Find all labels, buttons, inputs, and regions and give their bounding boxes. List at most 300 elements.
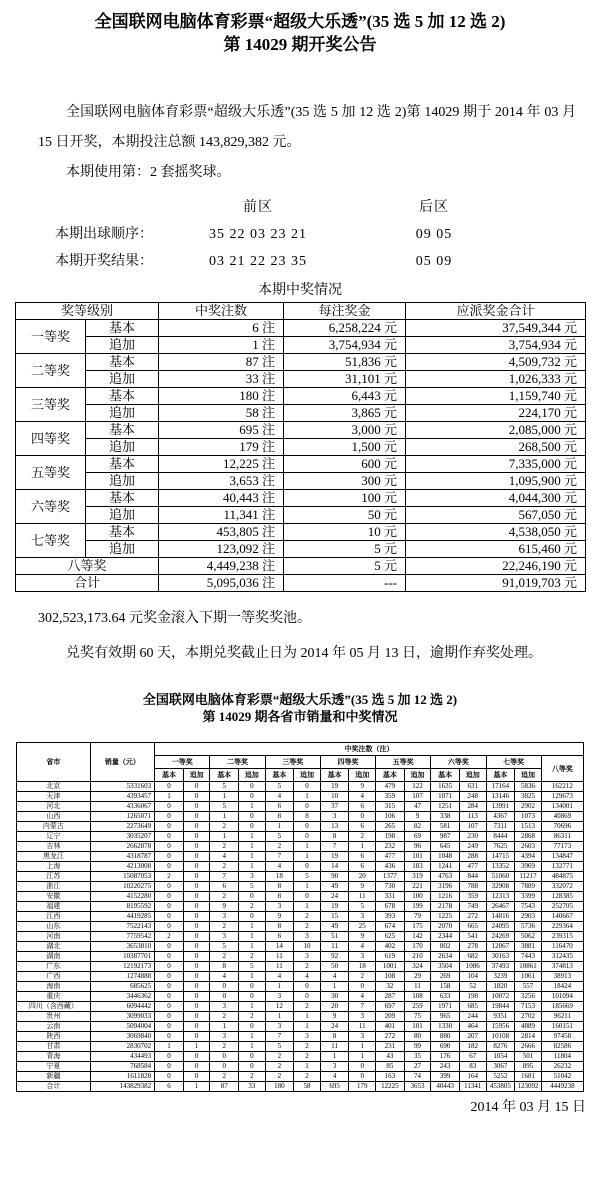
total-payout-cell: 615,460 元 [406, 541, 586, 558]
winning-count-cell: 4 [320, 972, 349, 982]
winning-count-cell: 0 [239, 822, 266, 832]
winning-count-cell: 14816 [486, 912, 515, 922]
province-name-cell: 内蒙古 [17, 822, 91, 832]
winning-count-cell: 179 [349, 1082, 376, 1092]
winning-count-cell: 0 [183, 862, 210, 872]
winning-count-cell: 116470 [541, 942, 583, 952]
winning-count-cell: 0 [183, 832, 210, 842]
winning-count-cell: 0 [210, 982, 239, 992]
winning-count-cell: 2 [349, 832, 376, 842]
winning-count-cell: 4 [349, 942, 376, 952]
prize-table-row [16, 371, 586, 388]
winning-count-cell: 5252 [486, 1072, 515, 1082]
winning-count-cell: 0 [294, 892, 321, 902]
winning-count-cell: 13 [320, 822, 349, 832]
province-table-row [17, 1082, 584, 1092]
winning-bets-cell: 12,225 注 [159, 456, 284, 473]
winning-count-cell: 9 [349, 782, 376, 792]
winning-count-cell: 0 [183, 982, 210, 992]
winning-count-cell: 82586 [541, 1042, 583, 1052]
winning-count-cell: 30163 [486, 952, 515, 962]
winning-count-cell: 324 [404, 962, 431, 972]
winning-count-cell: 107 [459, 822, 486, 832]
winning-count-cell: 2 [210, 1012, 239, 1022]
winning-count-cell: 3 [239, 872, 266, 882]
winning-count-cell: 965 [431, 1012, 460, 1022]
sales-amount-cell: 2662878 [90, 842, 154, 852]
winning-count-cell: 7889 [515, 882, 542, 892]
prize-subtype-cell: 基本 [86, 490, 159, 507]
winning-count-cell: 9 [320, 1012, 349, 1022]
winning-count-cell: 1 [294, 902, 321, 912]
winning-count-cell: 9 [210, 902, 239, 912]
winning-count-cell: 123092 [515, 1082, 542, 1092]
winning-count-cell: 3 [294, 1032, 321, 1042]
province-table-row [17, 882, 584, 892]
winning-count-cell: 0 [155, 782, 184, 792]
winning-count-cell: 0 [239, 782, 266, 792]
winning-count-cell: 19 [320, 902, 349, 912]
winning-count-cell: 9 [404, 812, 431, 822]
prize-tier-header: 三等奖 [265, 756, 320, 769]
ball-set-paragraph: 本期使用第：2 套摇奖球。 [66, 165, 231, 180]
winning-count-cell: 85 [376, 1062, 405, 1072]
winning-count-cell: 163 [376, 1072, 405, 1082]
sales-amount-cell: 3099033 [90, 1012, 154, 1022]
winning-bets-cell: 695 注 [159, 422, 284, 439]
winning-count-cell: 0 [155, 922, 184, 932]
winning-count-cell: 0 [155, 912, 184, 922]
winning-count-cell: 67 [459, 1052, 486, 1062]
winning-count-cell: 5736 [515, 922, 542, 932]
winning-count-cell: 18 [265, 872, 294, 882]
winning-count-cell: 5 [239, 962, 266, 972]
winning-count-cell: 374813 [541, 962, 583, 972]
winning-count-cell: 3067 [486, 1062, 515, 1072]
winning-count-cell: 175 [404, 922, 431, 932]
winning-count-cell: 5836 [515, 782, 542, 792]
prize-per-bet-cell: 50 元 [284, 507, 406, 524]
winning-count-cell: 2634 [431, 952, 460, 962]
winning-count-cell: 1073 [515, 812, 542, 822]
winning-count-cell: 1 [239, 932, 266, 942]
prize-per-bet-cell: 600 元 [284, 456, 406, 473]
province-table-row [17, 1022, 584, 1032]
winning-count-cell: 11 [265, 962, 294, 972]
winning-count-cell: 2 [349, 972, 376, 982]
province-table-title-line2: 第 14029 期各省市销量和中奖情况 [202, 709, 398, 724]
winning-count-cell: 7443 [515, 952, 542, 962]
province-name-cell: 陕西 [17, 1032, 91, 1042]
ball-order-row [0, 221, 600, 248]
zone-header-spacer [0, 194, 160, 221]
winning-count-cell: 37493 [486, 962, 515, 972]
winning-count-cell: 0 [183, 992, 210, 1002]
winning-count-cell: 86311 [541, 832, 583, 842]
winning-count-cell: 288 [459, 852, 486, 862]
winning-bets-cell: 11,341 注 [159, 507, 284, 524]
prize-level-cell: 六等奖 [16, 490, 86, 524]
winning-count-cell: 92 [320, 952, 349, 962]
winning-count-cell: 24095 [486, 922, 515, 932]
winning-count-cell: 1 [239, 842, 266, 852]
winning-count-cell: 13146 [486, 792, 515, 802]
winning-count-cell: 0 [349, 812, 376, 822]
winning-count-cell: 0 [239, 912, 266, 922]
winning-count-cell: 99 [404, 1042, 431, 1052]
winning-count-cell: 51060 [486, 872, 515, 882]
sales-amount-cell: 3035207 [90, 832, 154, 842]
winning-count-cell: 1001 [376, 962, 405, 972]
winning-count-cell: 182 [459, 1042, 486, 1052]
winning-count-cell: 11 [349, 1022, 376, 1032]
sales-amount-cell: 7522143 [90, 922, 154, 932]
winning-count-cell: 52 [459, 982, 486, 992]
prize-tier-header: 四等奖 [320, 756, 375, 769]
winning-count-cell: 12225 [376, 1082, 405, 1092]
winning-count-cell: 11804 [541, 1052, 583, 1062]
winning-count-cell: 8 [265, 882, 294, 892]
winning-count-cell: 230 [459, 832, 486, 842]
winning-count-cell: 1 [320, 982, 349, 992]
province-table-row [17, 862, 584, 872]
winning-count-cell: 128385 [541, 892, 583, 902]
winning-count-cell: 207 [459, 1032, 486, 1042]
winning-count-cell: 0 [183, 802, 210, 812]
winning-count-cell: 58 [294, 1082, 321, 1092]
winning-count-cell: 0 [155, 852, 184, 862]
winning-count-cell: 4 [265, 792, 294, 802]
winning-count-cell: 1 [155, 1042, 184, 1052]
winning-count-cell: 0 [183, 812, 210, 822]
winning-count-cell: 0 [183, 1022, 210, 1032]
winning-count-cell: 3 [210, 1002, 239, 1012]
prize-per-bet-cell: --- [284, 575, 406, 592]
province-name-cell: 江苏 [17, 872, 91, 882]
total-payout-cell: 1,095,900 元 [406, 473, 586, 490]
prize-per-bet-cell: 6,443 元 [284, 388, 406, 405]
prize-level-cell: 三等奖 [16, 388, 86, 422]
winning-count-cell: 2814 [515, 1032, 542, 1042]
winning-count-cell: 6 [349, 802, 376, 812]
winning-bets-cell: 123,092 注 [159, 541, 284, 558]
province-header-row-1 [17, 743, 584, 756]
winning-count-cell: 0 [155, 832, 184, 842]
winning-count-cell: 20 [320, 1002, 349, 1012]
winning-count-cell: 49 [320, 922, 349, 932]
winning-count-cell: 633 [431, 992, 460, 1002]
winning-count-cell: 10 [320, 792, 349, 802]
winning-count-cell: 134001 [541, 802, 583, 812]
winning-count-cell: 2 [210, 862, 239, 872]
winning-count-cell: 24 [320, 1022, 349, 1032]
winning-count-cell: 35 [404, 1052, 431, 1062]
winning-count-cell: 1 [210, 792, 239, 802]
winning-count-cell: 0 [183, 872, 210, 882]
winning-count-cell: 1635 [431, 782, 460, 792]
winning-count-cell: 0 [183, 882, 210, 892]
winning-bets-cell: 6 注 [159, 320, 284, 337]
winning-count-cell: 7 [210, 872, 239, 882]
winning-count-cell: 7311 [486, 822, 515, 832]
winning-count-cell: 11341 [459, 1082, 486, 1092]
province-sales-table [16, 742, 584, 1092]
winning-count-cell: 3 [349, 1012, 376, 1022]
basic-subheader: 基本 [210, 769, 239, 782]
winning-count-cell: 13352 [486, 862, 515, 872]
province-table-row [17, 802, 584, 812]
winning-count-cell: 243 [431, 1062, 460, 1072]
winning-count-cell: 134847 [541, 852, 583, 862]
draw-result-back-numbers: 05 09 [415, 254, 453, 269]
winning-count-cell: 2 [265, 1052, 294, 1062]
winning-count-cell: 108 [376, 972, 405, 982]
winning-count-cell: 685 [459, 1002, 486, 1012]
winning-count-cell: 0 [155, 812, 184, 822]
prize-subtype-cell: 基本 [86, 388, 159, 405]
sales-amount-cell: 4152280 [90, 892, 154, 902]
winning-count-cell: 331 [376, 892, 405, 902]
winning-count-cell: 272 [459, 912, 486, 922]
winning-count-cell: 393 [376, 912, 405, 922]
province-name-cell: 河南 [17, 932, 91, 942]
winning-count-cell: 3969 [515, 862, 542, 872]
winning-count-cell: 3 [349, 1032, 376, 1042]
winning-count-cell: 13991 [486, 802, 515, 812]
province-table-row [17, 832, 584, 842]
winning-count-cell: 1 [294, 882, 321, 892]
winning-count-cell: 697 [376, 1002, 405, 1012]
winning-count-cell: 631 [459, 782, 486, 792]
winning-count-cell: 252705 [541, 902, 583, 912]
sales-amount-cell: 5331603 [90, 782, 154, 792]
winning-bets-cell: 1 注 [159, 337, 284, 354]
winning-count-cell: 0 [183, 912, 210, 922]
sales-amount-cell: 4419285 [90, 912, 154, 922]
winning-count-cell: 70696 [541, 822, 583, 832]
winning-count-cell: 14 [265, 942, 294, 952]
province-name-cell: 四川（含西藏） [17, 1002, 91, 1012]
ball-order-front-numbers: 35 22 03 23 21 [209, 227, 307, 242]
winning-count-cell: 51 [320, 932, 349, 942]
winning-count-cell: 7 [265, 852, 294, 862]
winning-count-cell: 1086 [459, 962, 486, 972]
winning-count-cell: 231 [376, 1042, 405, 1052]
winning-count-cell: 0 [294, 982, 321, 992]
winning-count-cell: 1 [239, 972, 266, 982]
winning-count-cell: 180 [265, 1082, 294, 1092]
winning-count-cell: 1216 [431, 892, 460, 902]
winning-count-cell: 0 [239, 1052, 266, 1062]
winning-count-cell: 0 [155, 1022, 184, 1032]
winning-count-cell: 0 [239, 792, 266, 802]
winning-count-cell: 82 [404, 822, 431, 832]
winning-count-cell: 1 [183, 1042, 210, 1052]
winning-count-cell: 0 [183, 1032, 210, 1042]
prize-per-bet-cell: 6,258,224 元 [284, 320, 406, 337]
winning-count-cell: 19844 [486, 1002, 515, 1012]
winning-count-cell: 265 [376, 822, 405, 832]
prize-subtype-cell: 基本 [86, 422, 159, 439]
prize-level-cell: 一等奖 [16, 320, 86, 354]
basic-subheader: 基本 [376, 769, 405, 782]
winning-count-cell: 0 [183, 892, 210, 902]
winning-count-cell: 0 [155, 822, 184, 832]
winning-count-cell: 69 [404, 832, 431, 842]
winning-bets-cell: 180 注 [159, 388, 284, 405]
winning-count-cell: 96211 [541, 1012, 583, 1022]
winning-count-cell: 1071 [431, 792, 460, 802]
winning-count-cell: 0 [155, 1032, 184, 1042]
province-name-cell: 甘肃 [17, 1042, 91, 1052]
prize-tier-header: 七等奖 [486, 756, 541, 769]
winning-count-cell: 97458 [541, 1032, 583, 1042]
prize-per-bet-cell: 3,754,934 元 [284, 337, 406, 354]
winning-count-cell: 3825 [515, 792, 542, 802]
winning-count-cell: 0 [155, 1002, 184, 1012]
winning-count-cell: 1225 [431, 912, 460, 922]
province-name-cell: 云南 [17, 1022, 91, 1032]
winning-count-cell: 1054 [486, 1052, 515, 1062]
winning-count-cell: 0 [155, 1072, 184, 1082]
winning-count-cell: 43 [376, 1052, 405, 1062]
winning-count-cell: 1251 [431, 802, 460, 812]
sales-amount-cell: 1611828 [90, 1072, 154, 1082]
winning-count-cell: 3 [349, 912, 376, 922]
winning-count-cell: 239315 [541, 932, 583, 942]
winning-count-cell: 12313 [486, 892, 515, 902]
rollover-paragraph: 302,523,173.64 元奖金滚入下期一等奖奖池。 [38, 611, 311, 626]
winning-count-cell: 77173 [541, 842, 583, 852]
winning-count-cell: 0 [183, 842, 210, 852]
winning-count-cell: 0 [349, 982, 376, 992]
winning-count-cell: 1 [183, 1082, 210, 1092]
prize-level-cell: 八等奖 [16, 558, 159, 575]
winning-count-cell: 10 [294, 942, 321, 952]
winning-count-cell: 11 [265, 952, 294, 962]
winning-count-cell: 8 [265, 922, 294, 932]
winning-count-cell: 3196 [431, 882, 460, 892]
winning-count-cell: 2 [210, 1072, 239, 1082]
winning-count-cell: 14 [320, 862, 349, 872]
total-payout-cell: 1,026,333 元 [406, 371, 586, 388]
prize-table-row [16, 507, 586, 524]
prize-table-row [16, 354, 586, 371]
winning-count-cell: 113 [459, 812, 486, 822]
province-table-row [17, 812, 584, 822]
prize-table-body [16, 320, 586, 592]
ball-order-label: 本期出球顺序： [55, 227, 153, 242]
winning-count-cell: 1 [239, 922, 266, 932]
total-payout-header: 应派奖金合计 [406, 303, 586, 320]
province-name-cell: 新疆 [17, 1072, 91, 1082]
winning-count-cell: 2 [265, 1072, 294, 1082]
winning-count-cell: 5 [294, 872, 321, 882]
province-name-cell: 天津 [17, 792, 91, 802]
prize-per-bet-cell: 300 元 [284, 473, 406, 490]
province-name-cell: 辽宁 [17, 832, 91, 842]
winning-count-cell: 895 [515, 1062, 542, 1072]
prize-level-cell: 二等奖 [16, 354, 86, 388]
winning-count-cell: 0 [294, 802, 321, 812]
winning-count-cell: 401 [376, 1022, 405, 1032]
prize-table-row [16, 320, 586, 337]
winning-count-cell: 2 [210, 822, 239, 832]
prize-subtype-cell: 追加 [86, 507, 159, 524]
basic-subheader: 基本 [320, 769, 349, 782]
winning-count-cell: 0 [183, 1052, 210, 1062]
winning-count-cell: 25 [349, 922, 376, 932]
winning-count-cell: 0 [183, 942, 210, 952]
winning-count-cell: 2666 [515, 1042, 542, 1052]
winning-count-cell: 2 [294, 1042, 321, 1052]
prize-table-row [16, 388, 586, 405]
total-payout-cell: 224,170 元 [406, 405, 586, 422]
winning-count-cell: 0 [239, 1062, 266, 1072]
winning-count-cell: 229364 [541, 922, 583, 932]
winning-bets-group-header: 中奖注数（注） [155, 743, 584, 756]
prize-per-bet-cell: 51,836 元 [284, 354, 406, 371]
sales-amount-cell: 768584 [90, 1062, 154, 1072]
prize-subtype-cell: 追加 [86, 337, 159, 354]
province-table-row [17, 1052, 584, 1062]
winning-count-cell: 2702 [515, 1012, 542, 1022]
winning-count-cell: 17164 [486, 782, 515, 792]
winning-count-cell: 2 [239, 1012, 266, 1022]
winning-count-cell: 9 [349, 932, 376, 942]
winning-count-cell: 101 [404, 852, 431, 862]
winning-count-cell: 12 [265, 1002, 294, 1012]
winning-count-cell: 3504 [431, 962, 460, 972]
winning-count-cell: 1 [239, 832, 266, 842]
winning-count-cell: 0 [183, 1062, 210, 1072]
winning-count-cell: 5 [210, 942, 239, 952]
winning-count-cell: 7543 [515, 902, 542, 912]
winning-count-cell: 259 [404, 1002, 431, 1012]
winning-count-cell: 8 [294, 812, 321, 822]
winning-count-cell: 453805 [486, 1082, 515, 1092]
deadline-paragraph: 兑奖有效期 60 天，本期兑奖截止日为 2014 年 05 月 13 日，逾期作弃奖处理。 [66, 646, 542, 661]
winning-count-cell: 37 [320, 802, 349, 812]
province-table-row [17, 1062, 584, 1072]
winning-count-cell: 2603 [515, 842, 542, 852]
winning-count-cell: 101094 [541, 992, 583, 1002]
winning-count-cell: 4 [320, 1072, 349, 1082]
doc-title-line1: 全国联网电脑体育彩票“超级大乐透”(35 选 5 加 12 选 2) [94, 12, 506, 31]
winning-count-cell: 557 [515, 982, 542, 992]
winning-count-cell: 0 [183, 792, 210, 802]
winning-count-cell: 3 [210, 932, 239, 942]
province-name-cell: 湖南 [17, 952, 91, 962]
winning-count-cell: 1 [210, 832, 239, 842]
winning-count-cell: 50 [320, 962, 349, 972]
winning-count-cell: 160151 [541, 1022, 583, 1032]
winning-count-cell: 3653 [404, 1082, 431, 1092]
winning-count-cell: 142 [404, 932, 431, 942]
winning-count-cell: 0 [155, 962, 184, 972]
winning-count-cell: 2 [294, 912, 321, 922]
winning-count-cell: 802 [431, 942, 460, 952]
winning-count-cell: 0 [183, 1002, 210, 1012]
winning-count-cell: 2 [210, 842, 239, 852]
winning-count-cell: 315 [376, 802, 405, 812]
winning-count-cell: 2 [294, 1072, 321, 1082]
winning-count-cell: 6 [349, 852, 376, 862]
winning-count-cell: 4367 [486, 812, 515, 822]
winning-count-cell: 619 [376, 952, 405, 962]
winning-count-cell: 8444 [486, 832, 515, 842]
winning-count-cell: 4 [349, 792, 376, 802]
